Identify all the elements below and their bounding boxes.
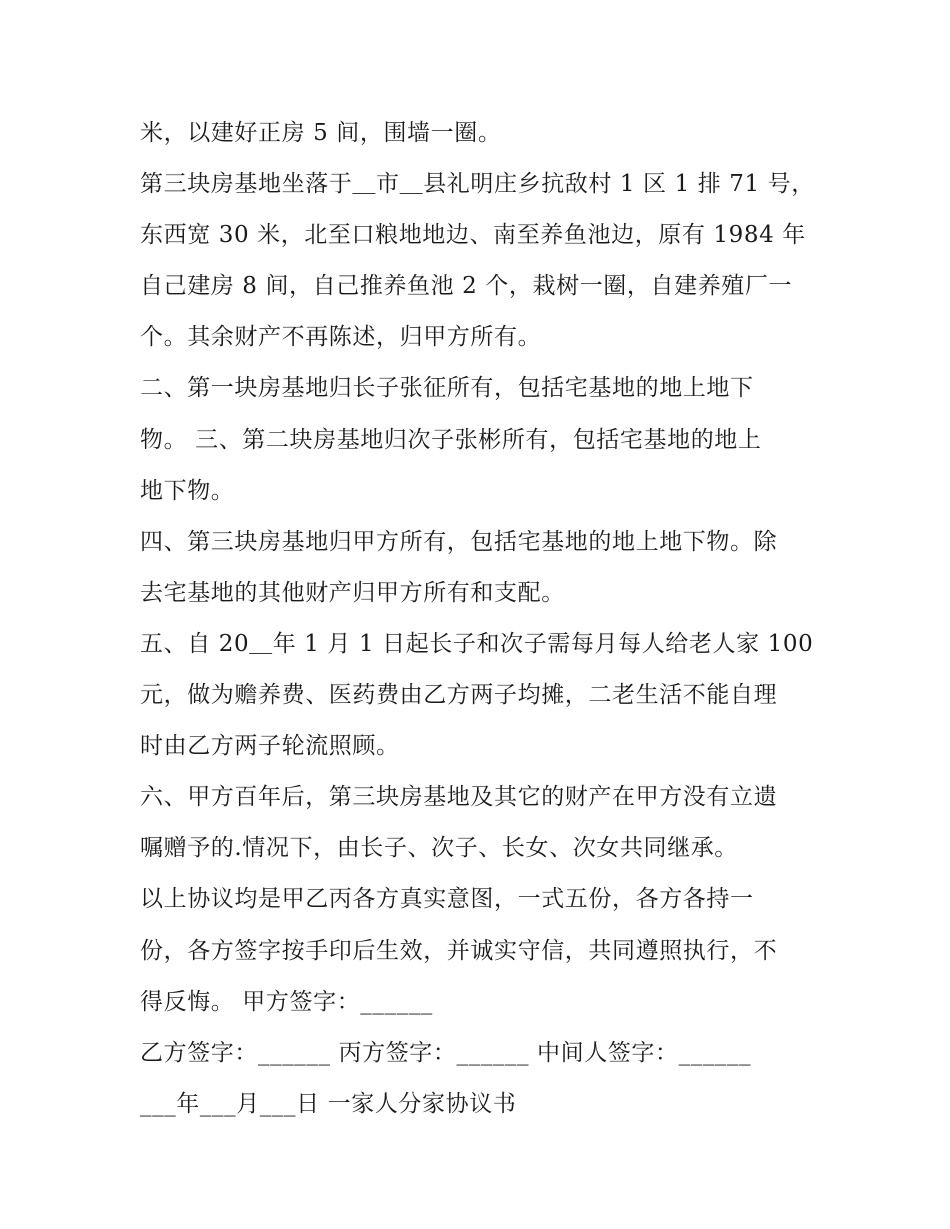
text-line: 乙方签字：______ 丙方签字：______ 中间人签字：______ [140, 1039, 752, 1066]
text-line: 时由乙方两子轮流照顾。 [140, 733, 400, 760]
text-line: 嘱赠予的.情况下，由长子、次子、长女、次女共同继承。 [140, 835, 738, 862]
text-line: 二、第一块房基地归长子张征所有，包括宅基地的地上地下 [140, 375, 754, 402]
text-line: 份，各方签字按手印后生效，并诚实守信，共同遵照执行，不 [140, 937, 778, 964]
text-line: 以上协议均是甲乙丙各方真实意图，一式五份，各方各持一 [140, 886, 754, 913]
text-line: 得反悔。 甲方签字：______ [140, 988, 433, 1015]
text-line: 五、自 20＿年 1 月 1 日起长子和次子需每月每人给老人家 100 [140, 630, 814, 657]
text-line: 地下物。 [140, 477, 235, 504]
text-line: 元，做为赡养费、医药费由乙方两子均摊，二老生活不能自理 [140, 682, 778, 709]
text-line: ___年___月___日 一家人分家协议书 [140, 1090, 517, 1117]
text-line: 个。其余财产不再陈述，归甲方所有。 [140, 324, 542, 351]
document-body [140, 108, 820, 1130]
text-line: 六、甲方百年后，第三块房基地及其它的财产在甲方没有立遗 [140, 784, 778, 811]
text-line: 物。 三、第二块房基地归次子张彬所有，包括宅基地的地上 [140, 426, 762, 453]
text-line: 米，以建好正房 5 间，围墙一圈。 [140, 120, 502, 146]
text-line: 第三块房基地坐落于＿市＿县礼明庄乡抗敌村 1 区 1 排 71 号， [140, 171, 815, 198]
text-line: 自己建房 8 间，自己推养鱼池 2 个，栽树一圈，自建养殖厂一 [140, 273, 793, 300]
text-line: 四、第三块房基地归甲方所有，包括宅基地的地上地下物。除 [140, 528, 778, 555]
text-line: 去宅基地的其他财产归甲方所有和支配。 [140, 579, 565, 606]
text-line: 东西宽 30 米，北至口粮地地边、南至养鱼池边，原有 1984 年 [140, 222, 806, 249]
